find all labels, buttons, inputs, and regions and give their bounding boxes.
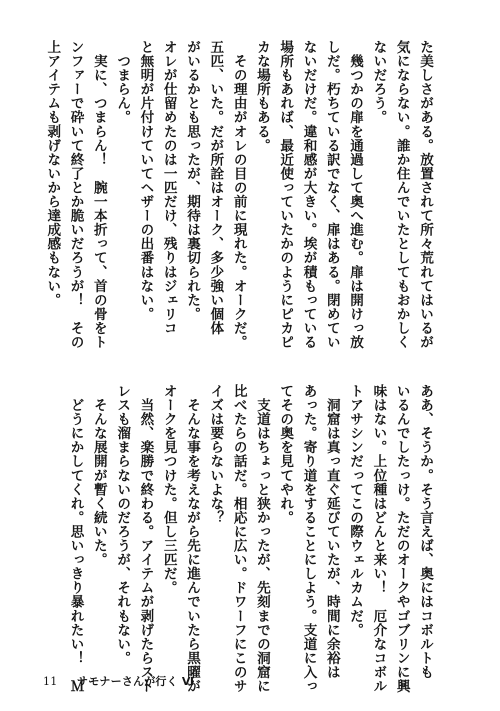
text-column: 比べたらの話だ。相応に広い。ドワーフにこのサ	[230, 384, 247, 694]
text-column: そんな事を考えながら先に進んでいたら黒曜が	[184, 384, 201, 694]
text-column: てその奥を見てやれ。	[277, 384, 294, 525]
text-column: いるんでしたっけ。ただのオークやゴブリンに興	[393, 384, 410, 694]
text-column: と無明が片付けていてヘザーの出番はない。	[137, 40, 154, 321]
text-column: ああ、そうか。そう言えば、奥にはコボルトも	[417, 384, 433, 680]
text-column: イズは要らないよな？	[207, 384, 224, 525]
text-column: 味はない。上位種はどんと来い！ 厄介なコボル	[370, 384, 387, 694]
text-column: カな場所もある。	[253, 40, 270, 153]
text-column: 洞窟は真っ直ぐ延びていたが、時間に余裕は	[323, 384, 340, 680]
text-column: オークを見つけた。但し三匹だ。	[160, 384, 177, 595]
page-number: 11	[43, 675, 58, 688]
text-column: しだ。朽ちている訳でなく、扉はある。閉めてい	[323, 40, 340, 350]
text-column: 上アイテムも剥げないから達成感もない。	[44, 40, 61, 307]
text-column: レスも溜まらないのだろうが、それもない。	[114, 384, 131, 665]
text-column: 実に、つまらん！ 腕一本折って、首の骨をト	[90, 40, 107, 350]
text-column: 支道はちょっと狭かったが、先刻までの洞窟に	[253, 384, 270, 694]
text-column: そんな展開が暫く続いた。	[90, 384, 107, 567]
text-column: 当然、楽勝で終わる。アイテムが剥げたらスト	[137, 384, 154, 694]
text-column: がいるかとも思ったが、期待は裏切られた。	[184, 40, 201, 321]
text-column: 幾つかの扉を通過して奥へ進む。扉は開けっ放	[347, 40, 364, 350]
text-column: 五匹、いた。だが所詮はオーク、多少強い個体	[207, 40, 224, 336]
text-column: その理由がオレの目の前に現れた。オークだ。	[230, 40, 247, 350]
text-column: つまらん。	[114, 40, 131, 125]
text-column: トアサシンだってこの際ウェルカムだ。	[347, 384, 364, 637]
text-column: 気にならない。誰か住んでいたとしてもおかしく	[393, 40, 410, 350]
text-column: どうにかしてくれ。思いっきり暴れたい！ Ｍ	[67, 384, 84, 694]
text-column: あった。寄り道をすることにしよう。支道に入っ	[300, 384, 317, 694]
running-title: サモナーさんが行く Ⅵ	[77, 675, 195, 688]
text-column: オレが仕留めたのは一匹だけ、残りはジェリコ	[160, 40, 177, 336]
text-block-upper	[40, 40, 436, 385]
text-column: ないだろう。	[370, 40, 387, 125]
text-column: ンファーで砕いて終了とか脆いだろうが！ その	[67, 40, 84, 350]
text-column: 場所もあれば、最近使っていたかのようにピカピ	[277, 40, 294, 350]
text-column: た美しさがある。放置されて所々荒れてはいるが	[417, 40, 433, 350]
page-footer	[43, 673, 194, 689]
text-column: ないだけだ。違和感が大きい。埃が積もっている	[300, 40, 317, 350]
